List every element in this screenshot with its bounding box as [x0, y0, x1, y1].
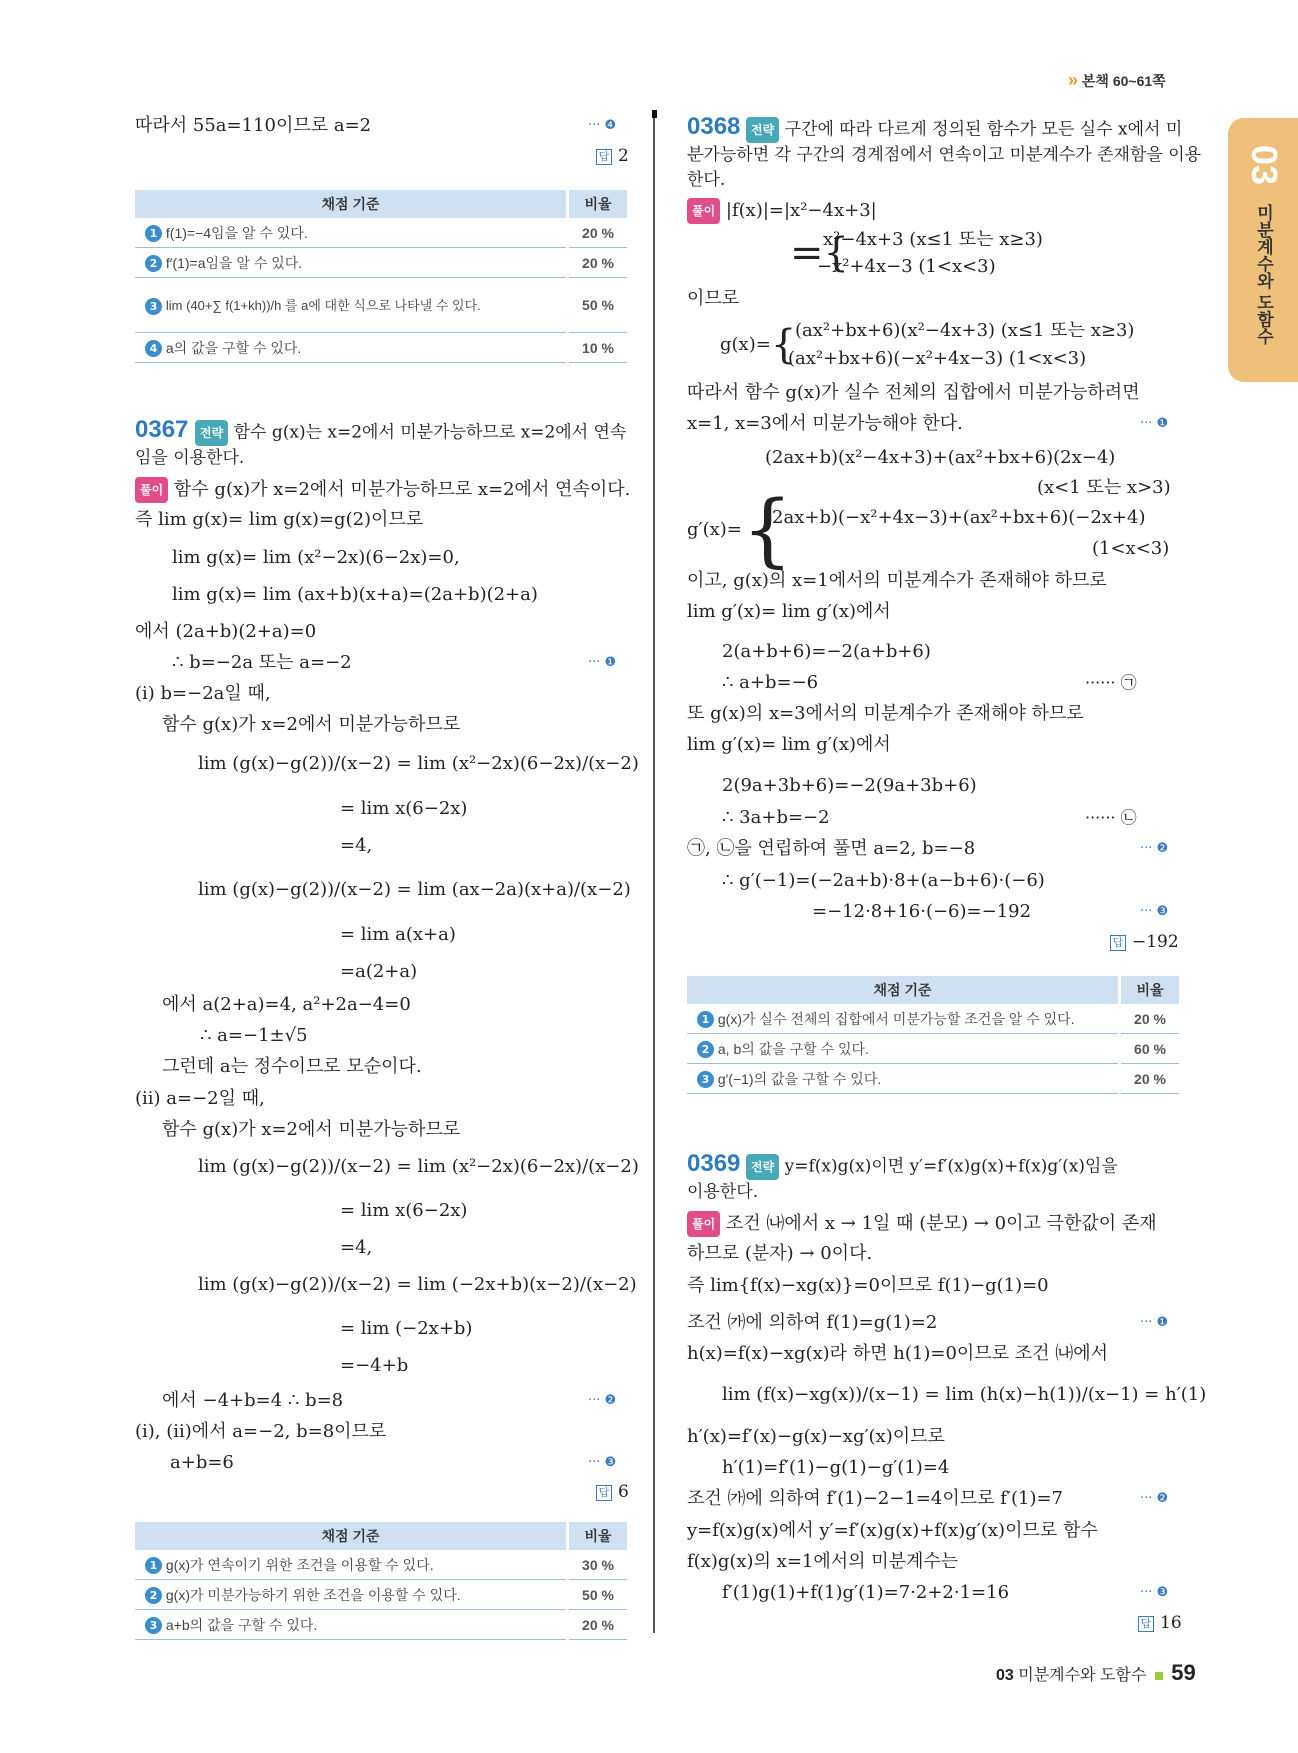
solution-line: 이므로: [687, 288, 740, 309]
solution-line: 하므로 (분자) → 0이다.: [687, 1243, 873, 1264]
solution-line: (x<1 또는 x>3): [1037, 477, 1171, 498]
page-reference: [1068, 70, 1166, 91]
strategy-0367: 전략 함수 g(x)는 x=2에서 미분가능하므로 x=2에서 연속: [195, 420, 626, 446]
column-divider: [653, 113, 655, 1633]
answer-0368: 답 −192: [1110, 932, 1179, 952]
answer-box-icon: 답: [596, 149, 612, 165]
problem-number-0368: 0368: [687, 113, 741, 140]
solution-line: =4,: [340, 1237, 373, 1258]
strategy-0368-cont: 분가능하면 각 구간의 경계점에서 연속이고 미분계수가 존재함을 이용: [687, 145, 1202, 165]
solution-line: h(x)=f(x)−xg(x)라 하면 h(1)=0이므로 조건 ㈏에서: [687, 1343, 1109, 1364]
gprime-definition: g′(x)={: [687, 483, 793, 576]
footer-chapter-title: 미분계수와 도함수: [1018, 1667, 1147, 1684]
solution-line: = lim x(6−2x): [340, 798, 468, 819]
solution-line: ∴ 3a+b=−2: [722, 807, 830, 828]
solution-line: 즉 lim g(x)= lim g(x)=g(2)이므로: [135, 509, 424, 530]
solution-line: 함수 g(x)가 x=2에서 미분가능하므로: [162, 1119, 461, 1140]
solution-line: lim (f(x)−xg(x))/(x−1) = lim (h(x)−h(1))/(x−1) = h′(1): [722, 1384, 1207, 1405]
solution-line: (1<x<3): [1092, 538, 1170, 559]
solution-line: lim g′(x)= lim g′(x)에서: [687, 734, 891, 755]
conclusion-line: 따라서 55a=110이므로 a=2: [135, 115, 372, 136]
solution-line: =a(2+a): [340, 961, 418, 982]
strategy-0368-cont2: 한다.: [687, 170, 726, 190]
strategy-0369: 전략 y=f(x)g(x)이면 y′=f′(x)g(x)+f(x)g′(x)임을: [746, 1154, 1118, 1180]
step-mark-2: ··· ❷: [1140, 1491, 1169, 1506]
chapter-side-tab: [1228, 118, 1298, 382]
solution-line: lim g(x)= lim (x²−2x)(6−2x)=0,: [172, 547, 460, 568]
answer-0366: 답 2: [596, 146, 629, 166]
equation-ref-2: ······ ㉡: [1085, 808, 1137, 827]
equation-ref-1: ······ ㉠: [1085, 673, 1137, 692]
table-header-criteria: 채점 기준: [135, 1522, 568, 1550]
table-row: 1 g(x)가 실수 전체의 집합에서 미분가능할 조건을 알 수 있다. 20 %: [687, 1004, 1179, 1034]
strategy-tag: 전략: [746, 117, 779, 143]
step-mark-3: ··· ❸: [588, 1455, 617, 1470]
solution-line: lim (g(x)−g(2))/(x−2) = lim (ax−2a)(x+a)/(x−2): [198, 879, 631, 900]
solution-line: 조건 ㈎에 의하여 f′(1)−2−1=4이므로 f′(1)=7: [687, 1488, 1064, 1509]
scoring-table-0368: [687, 976, 1179, 1094]
table-row: 3 g′(−1)의 값을 구할 수 있다. 20 %: [687, 1064, 1179, 1094]
table-row: 1 g(x)가 연속이기 위한 조건을 이용할 수 있다. 30 %: [135, 1550, 627, 1580]
answer-box-icon: 답: [1138, 1616, 1154, 1632]
step-mark-1: ··· ❶: [588, 655, 617, 670]
solution-line: 조건 ㈎에 의하여 f(1)=g(1)=2: [687, 1312, 938, 1333]
problem-number-0369: 0369: [687, 1150, 741, 1177]
solution-line: 이고, g(x)의 x=1에서의 미분계수가 존재해야 하므로: [687, 570, 1107, 591]
answer-0367: 답 6: [596, 1482, 629, 1502]
solution-line: lim (g(x)−g(2))/(x−2) = lim (x²−2x)(6−2x)/(x−2): [198, 753, 639, 774]
solution-line: 함수 g(x)가 x=2에서 미분가능하므로: [162, 714, 461, 735]
solution-line: f′(1)g(1)+f(1)g′(1)=7·2+2·1=16: [722, 1582, 1010, 1603]
table-row: 2 g(x)가 미분가능하기 위한 조건을 이용할 수 있다. 50 %: [135, 1580, 627, 1610]
column-divider-cap: [652, 110, 657, 118]
problem-number-0367: 0367: [135, 416, 189, 443]
solution-line: ∴ a=−1±√5: [200, 1025, 308, 1046]
table-row: 1 f(1)=−4임을 알 수 있다. 20 %: [135, 218, 627, 248]
step-mark-3: ··· ❸: [1140, 1585, 1169, 1600]
table-header-ratio: 비율: [568, 190, 628, 218]
table-row: 3 a+b의 값을 구할 수 있다. 20 %: [135, 1610, 627, 1640]
solution-line: a+b=6: [170, 1452, 234, 1473]
double-chevron-icon: »: [1068, 70, 1079, 90]
solution-line: lim g′(x)= lim g′(x)에서: [687, 601, 891, 622]
scoring-table-0367: [135, 1522, 627, 1640]
answer-0369: 답 16: [1138, 1613, 1182, 1633]
solution-line: ㉠, ㉡을 연립하여 풀면 a=2, b=−8: [687, 838, 976, 859]
solution-line: y=f(x)g(x)에서 y′=f′(x)g(x)+f(x)g′(x)이므로 함수: [687, 1520, 1098, 1541]
g-definition: g(x)={: [720, 322, 797, 368]
table-row: 2 f′(1)=a임을 알 수 있다. 20 %: [135, 248, 627, 278]
solution-line: lim (g(x)−g(2))/(x−2) = lim (−2x+b)(x−2)/(x−2): [198, 1274, 637, 1295]
solution-line: −x²+4x−3 (1<x<3): [817, 256, 996, 277]
step-mark-1: ··· ❶: [1140, 1315, 1169, 1330]
side-tab-chapter-number: 03: [1244, 144, 1285, 186]
solution-line: =4,: [340, 835, 373, 856]
brace-open: ={: [790, 230, 849, 276]
solution-line: f(x)g(x)의 x=1에서의 미분계수는: [687, 1551, 959, 1572]
solution-line: 그런데 a는 정수이므로 모순이다.: [162, 1056, 422, 1077]
solution-line: 에서 (2a+b)(2+a)=0: [135, 621, 317, 642]
solution-tag: 풀이: [687, 198, 720, 224]
solution-line: 에서 −4+b=4 ∴ b=8: [162, 1390, 344, 1411]
strategy-0369-cont: 이용한다.: [687, 1182, 759, 1202]
page-footer: [996, 1660, 1196, 1686]
solution-line: 즉 lim{f(x)−xg(x)}=0이므로 f(1)−g(1)=0: [687, 1275, 1049, 1296]
solution-line: 또 g(x)의 x=3에서의 미분계수가 존재해야 하므로: [687, 703, 1084, 724]
solution-line: (ii) a=−2일 때,: [135, 1088, 265, 1109]
solution-tag: 풀이: [135, 477, 168, 503]
table-row: 4 a의 값을 구할 수 있다. 10 %: [135, 333, 627, 363]
page-number: 59: [1171, 1660, 1196, 1685]
side-tab-chapter-title: 미분계수와 도함수: [1254, 204, 1273, 345]
solution-line: 풀이 |f(x)|=|x²−4x+3|: [687, 198, 877, 224]
page-reference-text: 본책 60~61쪽: [1081, 73, 1166, 89]
solution-line: h′(1)=f′(1)−g(1)−g′(1)=4: [722, 1457, 950, 1478]
step-mark-2: ··· ❷: [588, 1393, 617, 1408]
table-row: 3 lim (40+∑ f(1+kh))/h 를 a에 대한 식으로 나타낼 수 있다. 50 %: [135, 278, 627, 333]
table-header-ratio: 비율: [568, 1522, 628, 1550]
table-header-criteria: 채점 기준: [135, 190, 568, 218]
table-header-criteria: 채점 기준: [687, 976, 1120, 1004]
solution-line: x²−4x+3 (x≤1 또는 x≥3): [823, 229, 1043, 250]
footer-square-icon: [1155, 1672, 1163, 1680]
step-mark-1: ··· ❶: [1140, 416, 1169, 431]
solution-line: 따라서 함수 g(x)가 실수 전체의 집합에서 미분가능하려면: [687, 382, 1140, 403]
strategy-0368: 전략 구간에 따라 다르게 정의된 함수가 모든 실수 x에서 미: [746, 117, 1182, 143]
step-mark-4: ··· ❹: [588, 118, 617, 133]
solution-line: (i), (ii)에서 a=−2, b=8이므로: [135, 1421, 387, 1442]
solution-line: (ax²+bx+6)(x²−4x+3) (x≤1 또는 x≥3): [795, 320, 1135, 341]
table-row: 2 a, b의 값을 구할 수 있다. 60 %: [687, 1034, 1179, 1064]
solution-line: =−4+b: [340, 1355, 409, 1376]
solution-line: (2ax+b)(−x²+4x−3)+(ax²+bx+6)(−2x+4): [765, 507, 1146, 528]
solution-line: = lim (−2x+b): [340, 1318, 473, 1339]
solution-line: lim (g(x)−g(2))/(x−2) = lim (x²−2x)(6−2x)/(x−2): [198, 1156, 639, 1177]
solution-line: 풀이 조건 ㈏에서 x → 1일 때 (분모) → 0이고 극한값이 존재: [687, 1211, 1157, 1237]
solution-line: =−12·8+16·(−6)=−192: [812, 901, 1032, 922]
solution-line: 풀이 함수 g(x)가 x=2에서 미분가능하므로 x=2에서 연속이다.: [135, 477, 630, 503]
solution-line: = lim x(6−2x): [340, 1200, 468, 1221]
strategy-0367-cont: 임을 이용한다.: [135, 448, 245, 468]
solution-line: 2(9a+3b+6)=−2(9a+3b+6): [722, 775, 977, 796]
strategy-tag: 전략: [746, 1154, 779, 1180]
table-header-ratio: 비율: [1120, 976, 1180, 1004]
step-mark-2: ··· ❷: [1140, 841, 1169, 856]
solution-line: ∴ a+b=−6: [722, 672, 819, 693]
solution-line: (i) b=−2a일 때,: [135, 683, 271, 704]
answer-box-icon: 답: [1110, 935, 1126, 951]
solution-line: x=1, x=3에서 미분가능해야 한다.: [687, 413, 963, 434]
solution-tag: 풀이: [687, 1211, 720, 1237]
strategy-tag: 전략: [195, 420, 228, 446]
answer-box-icon: 답: [596, 1485, 612, 1501]
solution-line: (2ax+b)(x²−4x+3)+(ax²+bx+6)(2x−4): [765, 447, 1116, 468]
solution-line: h′(x)=f′(x)−g(x)−xg′(x)이므로: [687, 1426, 945, 1447]
solution-line: 2(a+b+6)=−2(a+b+6): [722, 641, 931, 662]
step-mark-3: ··· ❸: [1140, 904, 1169, 919]
footer-chapter-number: 03: [996, 1667, 1014, 1684]
solution-line: 에서 a(2+a)=4, a²+2a−4=0: [162, 994, 411, 1015]
scoring-table-0366: [135, 190, 627, 363]
solution-line: (ax²+bx+6)(−x²+4x−3) (1<x<3): [788, 348, 1087, 369]
solution-line: ∴ g′(−1)=(−2a+b)·8+(a−b+6)·(−6): [722, 870, 1045, 891]
solution-line: = lim a(x+a): [340, 924, 456, 945]
solution-line: lim g(x)= lim (ax+b)(x+a)=(2a+b)(2+a): [172, 584, 538, 605]
solution-line: ∴ b=−2a 또는 a=−2: [172, 652, 352, 673]
